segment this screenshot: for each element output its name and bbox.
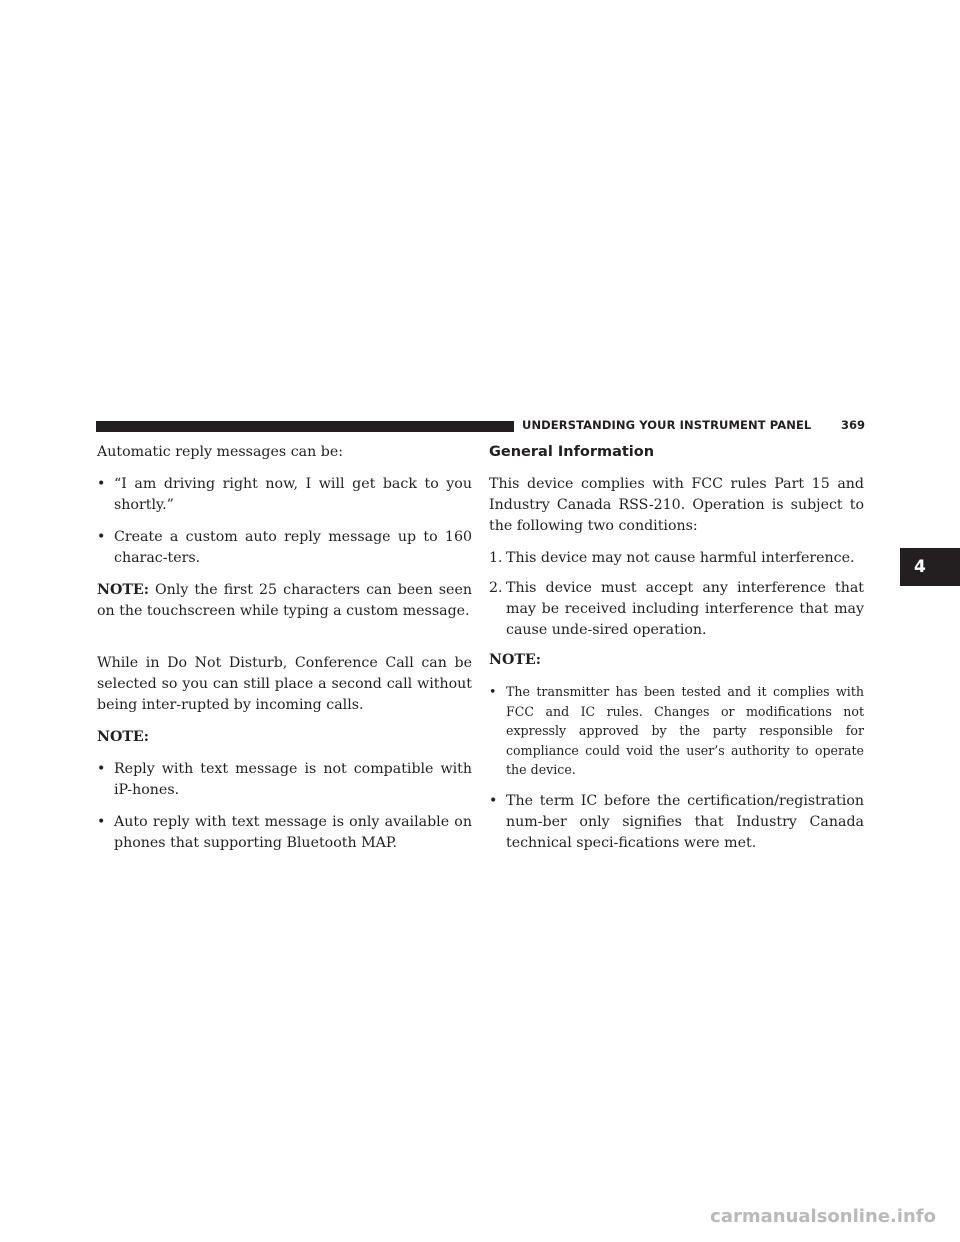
list-item: [97, 759, 472, 801]
bullet-icon: •: [97, 814, 106, 830]
list-item: [97, 812, 472, 854]
page-number: 369: [841, 418, 866, 432]
section-header-title: UNDERSTANDING YOUR INSTRUMENT PANEL: [522, 418, 812, 432]
note-label: NOTE:: [489, 652, 541, 668]
numbered-item: [489, 548, 864, 569]
left-column: [97, 442, 472, 865]
numbered-item: [489, 578, 864, 641]
list-item: [97, 527, 472, 569]
note-label: NOTE:: [97, 582, 149, 598]
list-item: [489, 791, 864, 854]
note-label: NOTE:: [97, 729, 149, 745]
header-rule: [96, 421, 514, 432]
bullet-icon: •: [489, 684, 497, 699]
bullet-icon: •: [97, 476, 106, 492]
item-number: 1.: [489, 550, 503, 566]
do-not-disturb-paragraph: While in Do Not Disturb, Conference Call can be selected so you can still place a second call without being inter-rupted by incoming calls.: [97, 655, 472, 713]
list-item-text: The term IC before the certification/registration num-ber only signifies that Industry Canada technical speci-fications were met.: [506, 792, 864, 851]
item-text: This device may not cause harmful interference.: [506, 550, 855, 566]
list-item-text: Auto reply with text message is only available on phones that supporting Bluetooth MAP.: [114, 814, 472, 851]
chapter-tab: 4: [900, 548, 960, 586]
auto-reply-intro: Automatic reply messages can be:: [97, 444, 344, 460]
note-text: Only the first 25 characters can been seen on the touchscreen while typing a custom message.: [97, 582, 472, 619]
list-item: [97, 474, 472, 516]
item-text: This device must accept any interference that may be received including interference that may cause unde-sired operation.: [506, 580, 864, 638]
section-heading: General Information: [489, 444, 655, 460]
fcc-intro-paragraph: This device complies with FCC rules Part 15 and Industry Canada RSS-210. Operation is subject to the following two conditions:: [489, 476, 864, 534]
item-number: 2.: [489, 580, 503, 596]
list-item-text: Reply with text message is not compatible with iP-hones.: [114, 761, 472, 798]
list-item-text: The transmitter has been tested and it complies with FCC and IC rules. Changes or modifications not expressly approved by the party responsible for compliance could void the user’s authority to operate the device.: [506, 684, 864, 777]
bullet-icon: •: [97, 761, 106, 777]
list-item: [489, 682, 864, 780]
spacer: [97, 633, 472, 653]
bullet-icon: •: [97, 529, 106, 545]
list-item-text: “I am driving right now, I will get back to you shortly.”: [114, 476, 472, 513]
bullet-icon: •: [489, 792, 498, 809]
note-paragraph: [97, 580, 472, 622]
right-column: [489, 442, 864, 865]
list-item-text: Create a custom auto reply message up to 160 charac-ters.: [114, 529, 472, 566]
watermark: carmanualsonline.info: [710, 1206, 936, 1227]
